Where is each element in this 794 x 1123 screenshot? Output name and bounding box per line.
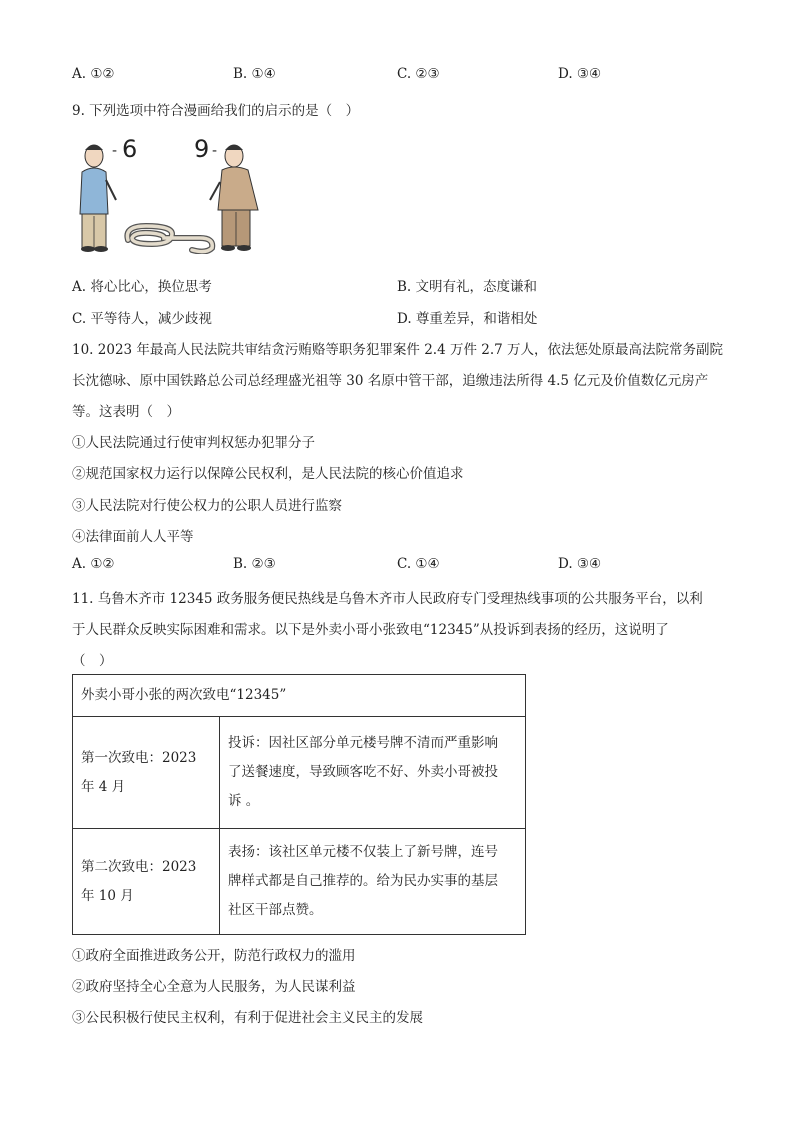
svg-text:-: - [212,143,218,159]
table-row-2-label [73,829,220,935]
cartoon-digit-six: 6 [122,135,138,163]
row-2-label-line-2: 年 10 月 [81,887,134,904]
q10-statement-4: ④法律面前人人平等 [72,529,194,545]
row-2-label-line-1: 第二次致电：2023 [81,858,197,875]
q10-stem-line-3: 等。这表明（ ） [72,404,180,420]
row-1-label-line-1: 第一次致电：2023 [81,749,197,766]
q10-statement-1: ①人民法院通过行使审判权惩办犯罪分子 [72,435,315,451]
q11-stem-line-1: 11. 乌鲁木齐市 12345 政务服务便民热线是乌鲁木齐市人民政府专门受理热线事项的公共服务平台，以利 [72,591,703,607]
q9-cartoon-image [72,130,268,254]
q10-statement-3: ③人民法院对行使公权力的公职人员进行监察 [72,498,342,514]
q10-stem-line-2: 长沈德咏、原中国铁路总公司总经理盛光祖等 30 名原中管干部，追缴违法所得 4.5 亿元及价值数亿元房产 [72,373,709,389]
q8-option-c[interactable]: C. ②③ [397,66,440,82]
q10-option-d[interactable]: D. ③④ [558,556,602,572]
q11-stem-line-3: （ ） [72,653,113,669]
row-2-content-line-3: 社区干部点赞。 [228,902,323,918]
row-1-content-line-2: 了送餐速度，导致顾客吃不好、外卖小哥被投 [228,764,498,780]
q8-option-d[interactable]: D. ③④ [558,66,602,82]
right-man-figure [210,145,258,251]
row-1-content-line-1: 投诉：因社区部分单元楼号牌不清而严重影响 [228,735,498,751]
q9-option-a[interactable]: A. 将心比心，换位思考 [72,279,212,295]
q11-statement-1: ①政府全面推进政务公开，防范行政权力的滥用 [72,948,356,964]
floor-figure [127,226,212,252]
row-1-content-line-3: 诉 。 [228,793,260,809]
table-row-1-label [73,717,220,829]
left-man-figure [80,145,116,252]
q10-option-b[interactable]: B. ②③ [233,556,276,572]
row-2-content-line-2: 牌样式都是自己推荐的。给为民办实事的基层 [228,873,498,889]
table-row-1-content [220,717,526,829]
cartoon-digit-nine: 9 [194,135,210,163]
q11-call-table [72,674,526,935]
svg-text:-: - [112,143,118,159]
table-row-2-content [220,829,526,935]
q9-option-b[interactable]: B. 文明有礼，态度谦和 [397,279,538,295]
q11-stem-line-2: 于人民群众反映实际困难和需求。以下是外卖小哥小张致电“12345”从投诉到表扬的经历，这说明了 [72,622,669,638]
q11-statement-3: ③公民积极行使民主权利，有利于促进社会主义民主的发展 [72,1010,423,1026]
q8-option-b[interactable]: B. ①④ [233,66,276,82]
row-1-label-line-2: 年 4 月 [81,778,126,795]
q9-option-c[interactable]: C. 平等待人，减少歧视 [72,311,212,327]
q10-statement-2: ②规范国家权力运行以保障公民权利，是人民法院的核心价值追求 [72,466,464,482]
q10-stem-line-1: 10. 2023 年最高人民法院共审结贪污贿赂等职务犯罪案件 2.4 万件 2.7 万人，依法惩处原最高法院常务副院 [72,342,724,358]
row-2-content-line-1: 表扬：该社区单元楼不仅装上了新号牌，连号 [228,844,498,860]
q9-stem: 9. 下列选项中符合漫画给我们的启示的是（ ） [72,103,360,119]
q11-statement-2: ②政府坚持全心全意为人民服务，为人民谋利益 [72,979,356,995]
q10-option-c[interactable]: C. ①④ [397,556,440,572]
q8-option-a[interactable]: A. ①② [72,66,115,82]
q10-option-a[interactable]: A. ①② [72,556,115,572]
q9-option-d[interactable]: D. 尊重差异，和谐相处 [397,311,538,327]
table-header-cell: 外卖小哥小张的两次致电“12345” [73,675,526,717]
